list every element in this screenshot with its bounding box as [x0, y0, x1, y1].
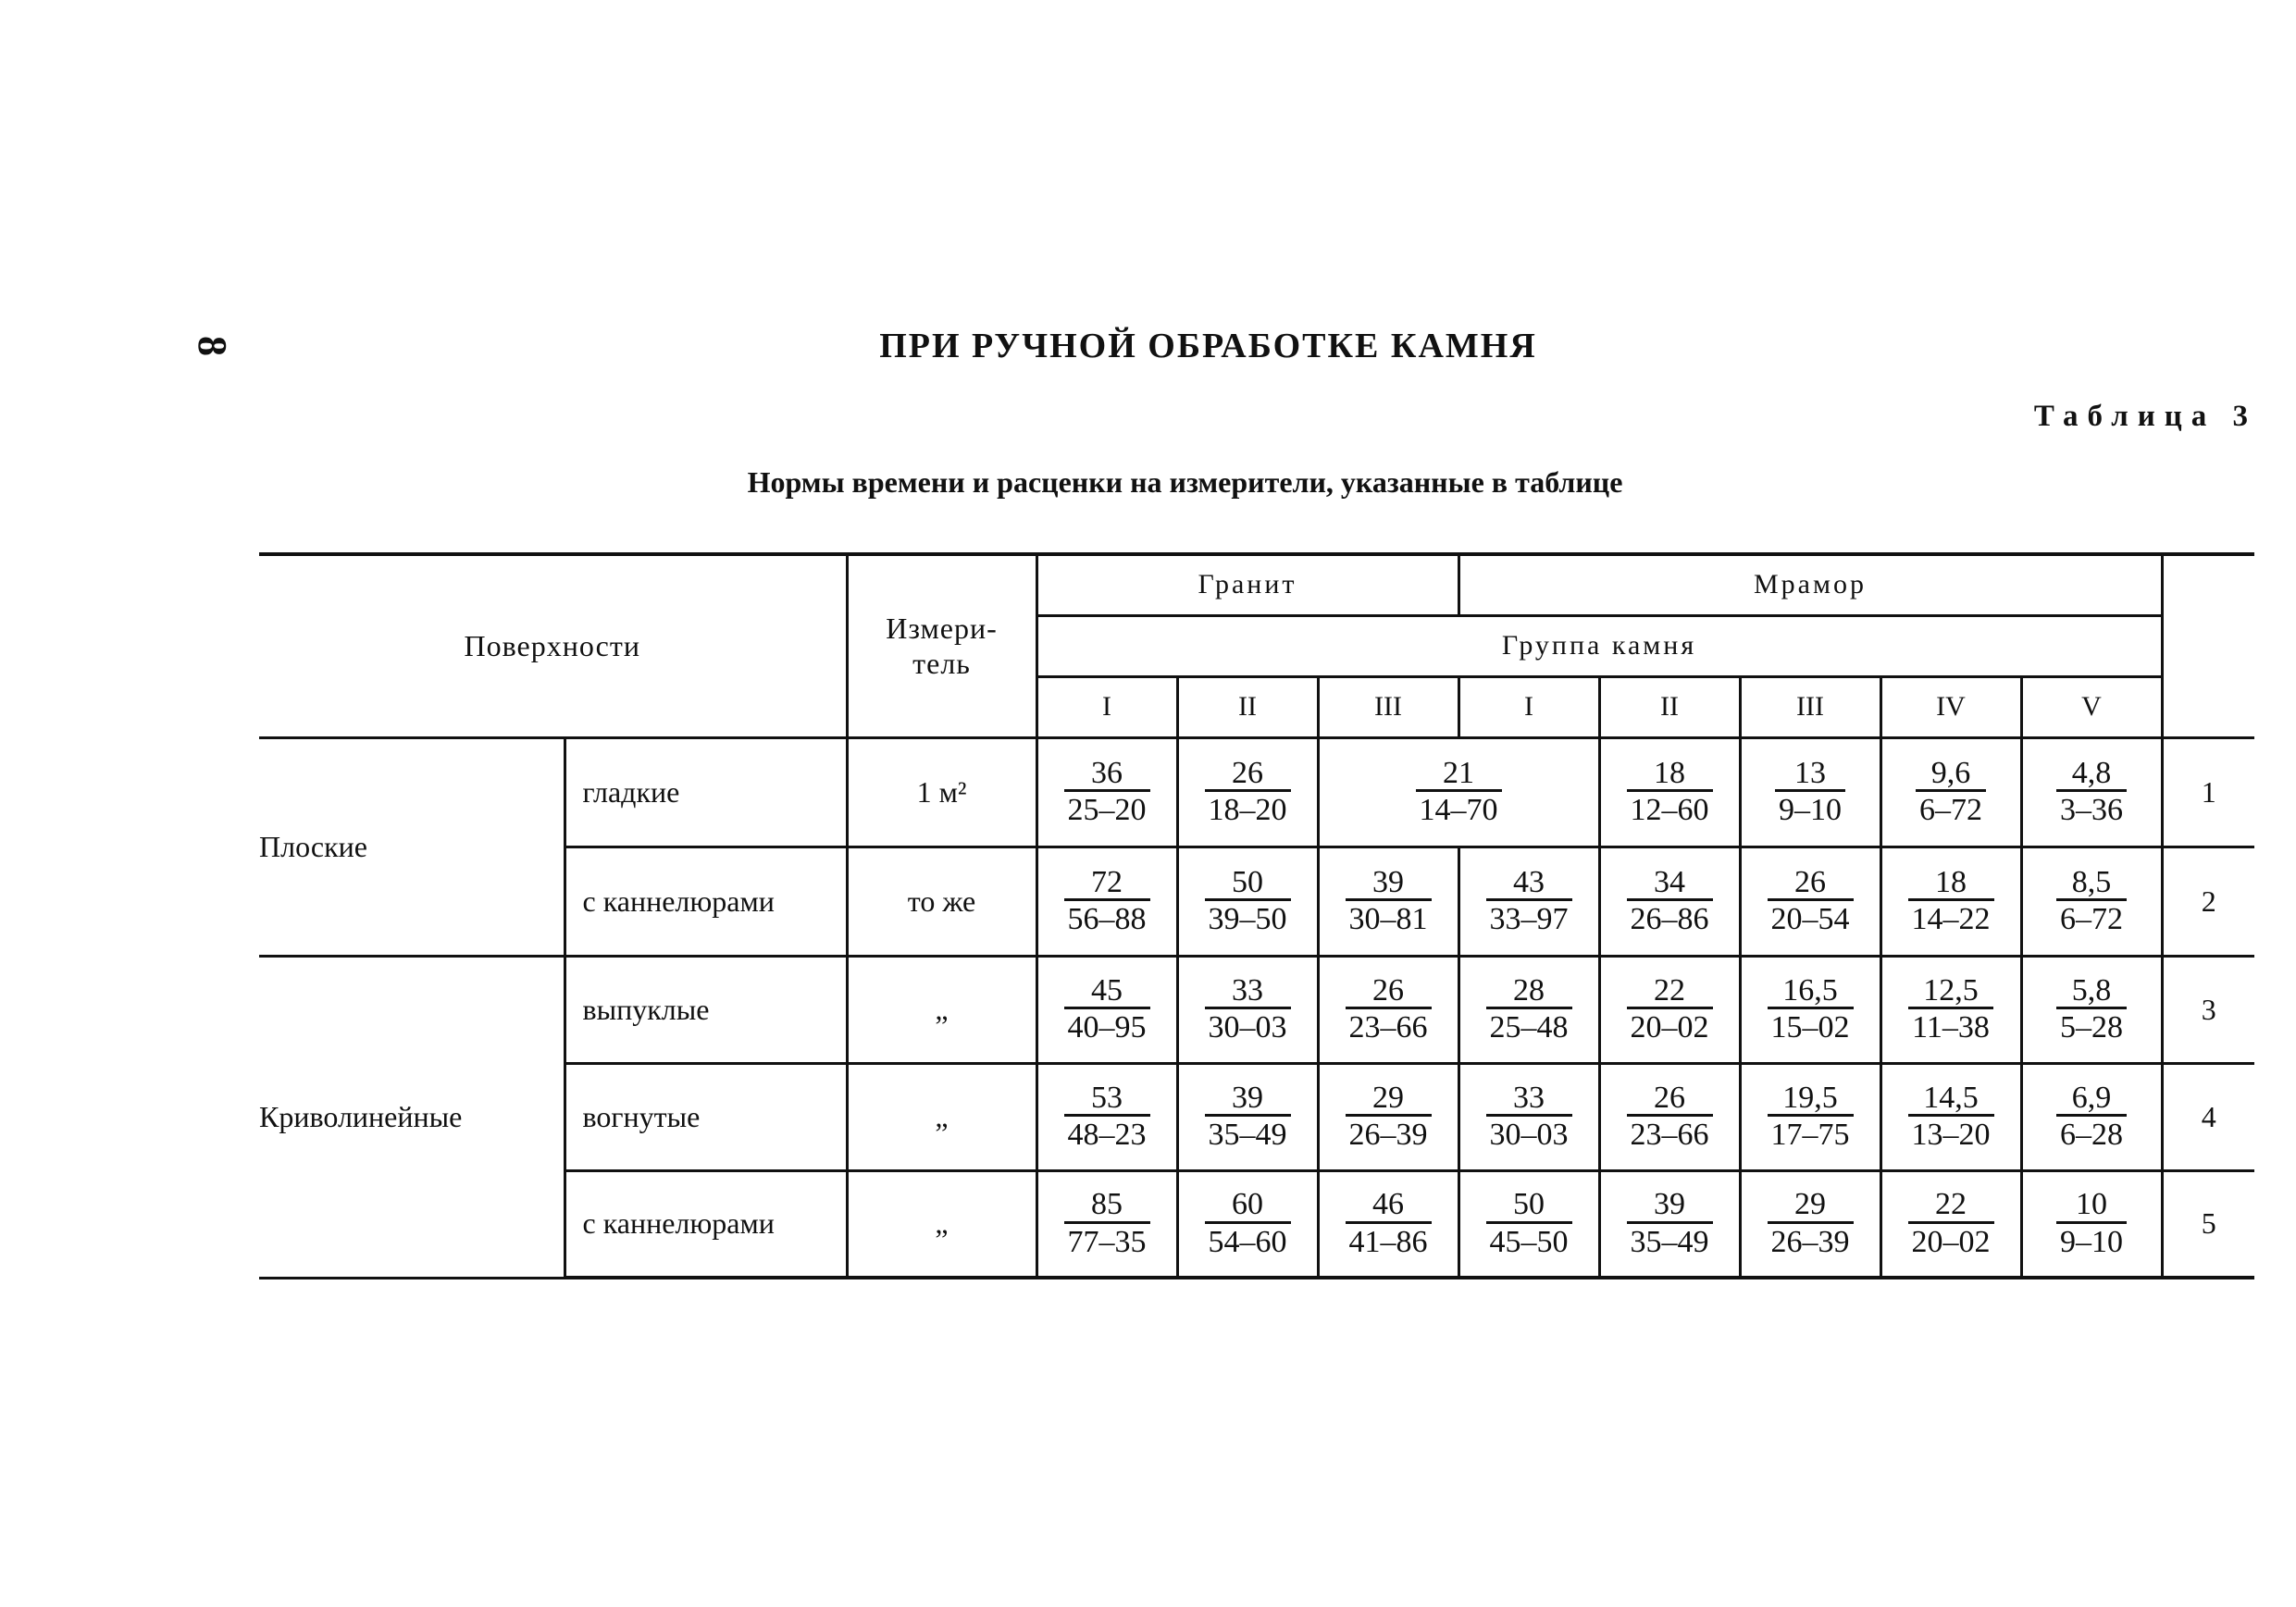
- value-cell: [1036, 847, 1177, 956]
- surface-label: выпуклые: [565, 956, 847, 1063]
- time-norm: 72: [1091, 864, 1123, 899]
- value-cell: [1599, 1063, 1740, 1170]
- marble-group-iii: III: [1740, 676, 1880, 737]
- rate: 40–95: [1064, 1007, 1150, 1045]
- granite-group-iii: III: [1318, 676, 1458, 737]
- value-cell: [1036, 1170, 1177, 1278]
- value-cell: [1036, 737, 1177, 847]
- value-cell: [1458, 1170, 1599, 1278]
- value-cell: [1740, 847, 1880, 956]
- time-norm: 12,5: [1923, 972, 1979, 1007]
- time-norm: 45: [1091, 972, 1123, 1007]
- rate: 5–28: [2056, 1007, 2127, 1045]
- rate: 23–66: [1346, 1007, 1432, 1045]
- value-cell: [1458, 847, 1599, 956]
- rate: 26–39: [1346, 1114, 1432, 1152]
- rate: 13–20: [1908, 1114, 1994, 1152]
- header-stone-group: Группа камня: [1036, 615, 2162, 676]
- marble-group-ii: II: [1599, 676, 1740, 737]
- value-cell: [1458, 956, 1599, 1063]
- time-norm: 29: [1794, 1187, 1826, 1222]
- value-cell: [1177, 737, 1318, 847]
- row-number: 2: [2162, 847, 2254, 956]
- value-cell: [1458, 1063, 1599, 1170]
- rate: 14–70: [1416, 789, 1502, 827]
- value-cell: [1177, 1063, 1318, 1170]
- rate: 20–02: [1908, 1221, 1994, 1259]
- value-cell: [1599, 847, 1740, 956]
- value-cell: [2021, 737, 2162, 847]
- value-cell: [1318, 1170, 1458, 1278]
- rate: 9–10: [1775, 789, 1845, 827]
- value-cell: [1880, 956, 2021, 1063]
- time-norm: 19,5: [1782, 1080, 1838, 1115]
- measure-cell: „: [847, 1063, 1036, 1170]
- time-norm: 39: [1372, 864, 1404, 899]
- time-norm: 33: [1232, 972, 1263, 1007]
- rate: 25–48: [1486, 1007, 1572, 1045]
- time-norm: 4,8: [2071, 755, 2112, 790]
- value-cell: [2021, 956, 2162, 1063]
- rate: 20–54: [1768, 898, 1854, 936]
- surface-label: с каннелюрами: [565, 1170, 847, 1278]
- value-cell: [1599, 737, 1740, 847]
- rate: 41–86: [1346, 1221, 1432, 1259]
- value-cell: [1318, 1063, 1458, 1170]
- time-norm: 26: [1654, 1080, 1685, 1115]
- rate: 17–75: [1768, 1114, 1854, 1152]
- value-cell: [1036, 956, 1177, 1063]
- time-norm: 18: [1654, 755, 1685, 790]
- time-norm: 53: [1091, 1080, 1123, 1115]
- rate: 6–72: [1916, 789, 1986, 827]
- granite-group-i: I: [1036, 676, 1177, 737]
- rate: 35–49: [1627, 1221, 1713, 1259]
- value-cell: [1740, 1063, 1880, 1170]
- surface-label: гладкие: [565, 737, 847, 847]
- rate: 26–86: [1627, 898, 1713, 936]
- value-cell: [2021, 847, 2162, 956]
- time-norm: 29: [1372, 1080, 1404, 1115]
- time-norm: 50: [1513, 1187, 1545, 1222]
- value-cell: [1177, 847, 1318, 956]
- rate: 6–72: [2056, 898, 2127, 936]
- measure-cell: „: [847, 1170, 1036, 1278]
- value-cell: [2021, 1063, 2162, 1170]
- row-number: 3: [2162, 956, 2254, 1063]
- value-cell: [1177, 1170, 1318, 1278]
- rate: 14–22: [1908, 898, 1994, 936]
- time-norm: 26: [1372, 972, 1404, 1007]
- rate: 11–38: [1908, 1007, 1993, 1045]
- value-cell: [1880, 1170, 2021, 1278]
- rate: 30–81: [1346, 898, 1432, 936]
- rate: 25–20: [1064, 789, 1150, 827]
- time-norm: 21: [1443, 755, 1474, 790]
- group-curved: Криволинейные: [259, 956, 565, 1278]
- time-norm: 28: [1513, 972, 1545, 1007]
- time-norm: 85: [1091, 1187, 1123, 1222]
- group-flat: Плоские: [259, 737, 565, 956]
- time-norm: 14,5: [1923, 1080, 1979, 1115]
- marble-group-i: I: [1458, 676, 1599, 737]
- row-number: 5: [2162, 1170, 2254, 1278]
- time-norm: 39: [1232, 1080, 1263, 1115]
- value-cell: [1880, 1063, 2021, 1170]
- rate: 9–10: [2056, 1221, 2127, 1259]
- time-norm: 18: [1935, 864, 1967, 899]
- time-norm: 43: [1513, 864, 1545, 899]
- rate: 48–23: [1064, 1114, 1150, 1152]
- measure-cell: „: [847, 956, 1036, 1063]
- running-head: ПРИ РУЧНОЙ ОБРАБОТКЕ КАМНЯ: [879, 327, 1537, 365]
- time-norm: 36: [1091, 755, 1123, 790]
- rate: 6–28: [2056, 1114, 2127, 1152]
- header-rownum: [2162, 554, 2254, 737]
- value-cell: [1036, 1063, 1177, 1170]
- value-cell: [1880, 847, 2021, 956]
- table-row: [259, 737, 2254, 847]
- header-measure: Измери- тель: [847, 554, 1036, 737]
- table-caption: Нормы времени и расценки на измерители, указанные в таблице: [747, 465, 1623, 499]
- page-number: 8: [190, 336, 235, 356]
- surface-label: вогнутые: [565, 1063, 847, 1170]
- value-cell: [1740, 956, 1880, 1063]
- rate: 12–60: [1627, 789, 1713, 827]
- measure-cell: 1 м²: [847, 737, 1036, 847]
- header-surfaces: Поверхности: [259, 554, 847, 737]
- rate: 39–50: [1205, 898, 1291, 936]
- time-norm: 9,6: [1930, 755, 1971, 790]
- value-cell: [1599, 1170, 1740, 1278]
- rate: 15–02: [1768, 1007, 1854, 1045]
- rate: 20–02: [1627, 1007, 1713, 1045]
- time-norm: 10: [2076, 1187, 2107, 1222]
- granite-group-ii: II: [1177, 676, 1318, 737]
- value-cell: [1177, 956, 1318, 1063]
- rate: 30–03: [1205, 1007, 1291, 1045]
- measure-cell: то же: [847, 847, 1036, 956]
- surface-label: с каннелюрами: [565, 847, 847, 956]
- rate: 56–88: [1064, 898, 1150, 936]
- table-label: Таблица 3: [2033, 400, 2257, 433]
- value-cell: [1318, 847, 1458, 956]
- rate: 30–03: [1486, 1114, 1572, 1152]
- table-row: [259, 956, 2254, 1063]
- time-norm: 39: [1654, 1187, 1685, 1222]
- rate: 33–97: [1486, 898, 1572, 936]
- marble-group-v: V: [2021, 676, 2162, 737]
- time-norm: 6,9: [2071, 1080, 2112, 1115]
- time-norm: 46: [1372, 1187, 1404, 1222]
- value-cell: [1599, 956, 1740, 1063]
- time-norm: 16,5: [1782, 972, 1838, 1007]
- value-cell: [2021, 1170, 2162, 1278]
- time-norm: 50: [1232, 864, 1263, 899]
- rate: 18–20: [1205, 789, 1291, 827]
- norms-table: [259, 552, 2254, 1279]
- rate: 54–60: [1205, 1221, 1291, 1259]
- time-norm: 26: [1794, 864, 1826, 899]
- value-cell: [1740, 1170, 1880, 1278]
- header-granite: Гранит: [1036, 554, 1458, 615]
- rate: 77–35: [1064, 1221, 1150, 1259]
- rate: 26–39: [1768, 1221, 1854, 1259]
- time-norm: 22: [1935, 1187, 1967, 1222]
- time-norm: 34: [1654, 864, 1685, 899]
- time-norm: 13: [1794, 755, 1826, 790]
- rate: 35–49: [1205, 1114, 1291, 1152]
- time-norm: 60: [1232, 1187, 1263, 1222]
- rate: 3–36: [2056, 789, 2127, 827]
- value-cell-merged: [1318, 737, 1599, 847]
- value-cell: [1740, 737, 1880, 847]
- row-number: 1: [2162, 737, 2254, 847]
- rate: 23–66: [1627, 1114, 1713, 1152]
- row-number: 4: [2162, 1063, 2254, 1170]
- time-norm: 8,5: [2071, 864, 2112, 899]
- marble-group-iv: IV: [1880, 676, 2021, 737]
- value-cell: [1318, 956, 1458, 1063]
- time-norm: 33: [1513, 1080, 1545, 1115]
- time-norm: 22: [1654, 972, 1685, 1007]
- value-cell: [1880, 737, 2021, 847]
- header-marble: Мрамор: [1458, 554, 2162, 615]
- time-norm: 26: [1232, 755, 1263, 790]
- rate: 45–50: [1486, 1221, 1572, 1259]
- time-norm: 5,8: [2071, 972, 2112, 1007]
